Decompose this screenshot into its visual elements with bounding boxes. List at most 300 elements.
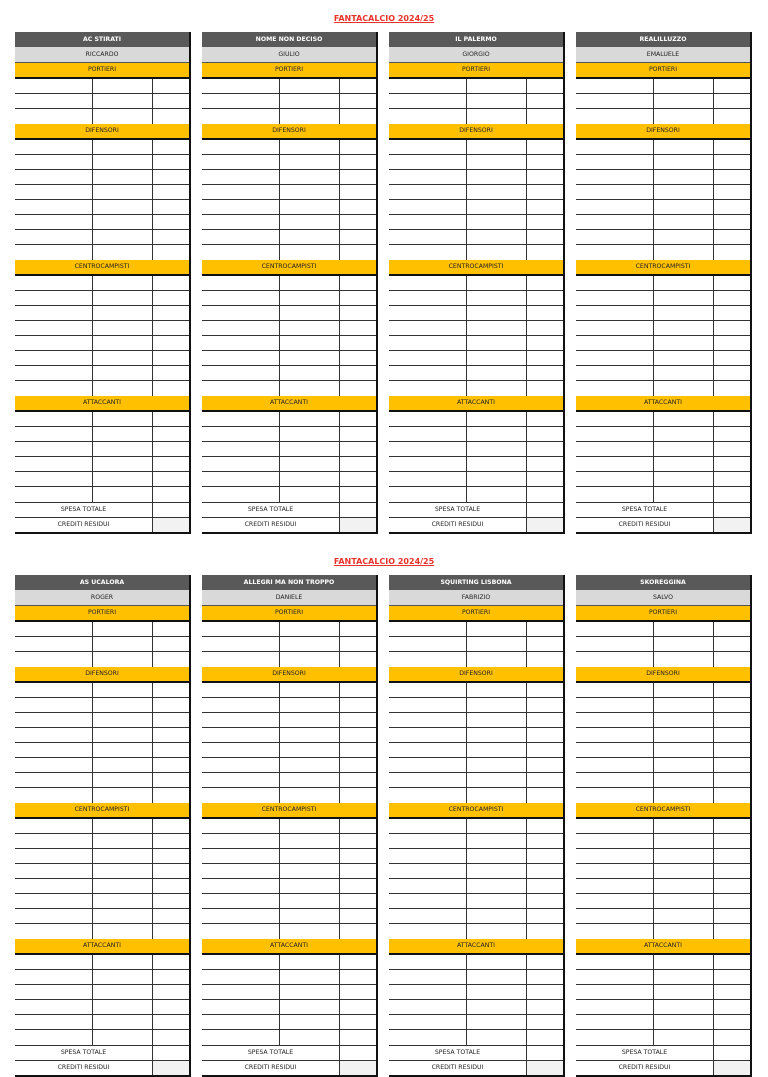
price-cell[interactable] xyxy=(714,109,750,124)
club-cell[interactable] xyxy=(654,306,714,320)
price-cell[interactable] xyxy=(153,185,189,199)
club-cell[interactable] xyxy=(467,170,527,184)
club-cell[interactable] xyxy=(280,245,340,260)
player-name-cell[interactable] xyxy=(576,291,654,305)
club-cell[interactable] xyxy=(654,79,714,93)
player-name-cell[interactable] xyxy=(389,427,467,441)
price-cell[interactable] xyxy=(714,170,750,184)
price-cell[interactable] xyxy=(714,970,750,984)
club-cell[interactable] xyxy=(280,215,340,229)
player-name-cell[interactable] xyxy=(576,834,654,848)
club-cell[interactable] xyxy=(280,683,340,697)
club-cell[interactable] xyxy=(93,321,153,335)
price-cell[interactable] xyxy=(714,894,750,908)
player-name-cell[interactable] xyxy=(576,909,654,923)
price-cell[interactable] xyxy=(527,200,563,214)
player-name-cell[interactable] xyxy=(389,79,467,93)
price-cell[interactable] xyxy=(527,683,563,697)
player-name-cell[interactable] xyxy=(202,909,280,923)
player-name-cell[interactable] xyxy=(389,834,467,848)
price-cell[interactable] xyxy=(153,985,189,999)
player-name-cell[interactable] xyxy=(15,773,93,787)
player-name-cell[interactable] xyxy=(202,336,280,350)
club-cell[interactable] xyxy=(93,1015,153,1029)
price-cell[interactable] xyxy=(153,652,189,667)
price-cell[interactable] xyxy=(340,819,376,833)
player-name-cell[interactable] xyxy=(576,622,654,636)
price-cell[interactable] xyxy=(153,306,189,320)
player-name-cell[interactable] xyxy=(576,864,654,878)
price-cell[interactable] xyxy=(153,381,189,396)
player-name-cell[interactable] xyxy=(576,1000,654,1014)
price-cell[interactable] xyxy=(340,985,376,999)
player-name-cell[interactable] xyxy=(15,864,93,878)
total-spend-value[interactable] xyxy=(153,503,189,517)
price-cell[interactable] xyxy=(153,215,189,229)
club-cell[interactable] xyxy=(654,109,714,124)
player-name-cell[interactable] xyxy=(202,457,280,471)
player-name-cell[interactable] xyxy=(15,109,93,124)
club-cell[interactable] xyxy=(467,637,527,651)
price-cell[interactable] xyxy=(153,351,189,365)
club-cell[interactable] xyxy=(654,698,714,712)
player-name-cell[interactable] xyxy=(576,985,654,999)
player-name-cell[interactable] xyxy=(389,758,467,772)
club-cell[interactable] xyxy=(467,291,527,305)
player-name-cell[interactable] xyxy=(15,94,93,108)
price-cell[interactable] xyxy=(714,713,750,727)
price-cell[interactable] xyxy=(153,1000,189,1014)
price-cell[interactable] xyxy=(527,230,563,244)
club-cell[interactable] xyxy=(654,894,714,908)
price-cell[interactable] xyxy=(340,1030,376,1045)
price-cell[interactable] xyxy=(527,849,563,863)
player-name-cell[interactable] xyxy=(202,955,280,969)
price-cell[interactable] xyxy=(714,758,750,772)
club-cell[interactable] xyxy=(93,758,153,772)
player-name-cell[interactable] xyxy=(202,487,280,502)
club-cell[interactable] xyxy=(654,955,714,969)
price-cell[interactable] xyxy=(527,864,563,878)
price-cell[interactable] xyxy=(714,622,750,636)
player-name-cell[interactable] xyxy=(576,924,654,939)
player-name-cell[interactable] xyxy=(202,170,280,184)
price-cell[interactable] xyxy=(153,472,189,486)
club-cell[interactable] xyxy=(280,185,340,199)
player-name-cell[interactable] xyxy=(15,909,93,923)
total-spend-value[interactable] xyxy=(340,1046,376,1060)
club-cell[interactable] xyxy=(654,1015,714,1029)
price-cell[interactable] xyxy=(153,457,189,471)
club-cell[interactable] xyxy=(280,698,340,712)
club-cell[interactable] xyxy=(280,758,340,772)
player-name-cell[interactable] xyxy=(202,427,280,441)
club-cell[interactable] xyxy=(280,1000,340,1014)
club-cell[interactable] xyxy=(93,788,153,803)
player-name-cell[interactable] xyxy=(576,185,654,199)
player-name-cell[interactable] xyxy=(202,276,280,290)
club-cell[interactable] xyxy=(654,713,714,727)
price-cell[interactable] xyxy=(527,1030,563,1045)
player-name-cell[interactable] xyxy=(389,412,467,426)
player-name-cell[interactable] xyxy=(576,427,654,441)
club-cell[interactable] xyxy=(654,200,714,214)
price-cell[interactable] xyxy=(340,864,376,878)
player-name-cell[interactable] xyxy=(15,879,93,893)
player-name-cell[interactable] xyxy=(202,834,280,848)
price-cell[interactable] xyxy=(153,683,189,697)
price-cell[interactable] xyxy=(714,788,750,803)
club-cell[interactable] xyxy=(654,94,714,108)
price-cell[interactable] xyxy=(153,728,189,742)
club-cell[interactable] xyxy=(93,955,153,969)
price-cell[interactable] xyxy=(714,79,750,93)
player-name-cell[interactable] xyxy=(389,94,467,108)
club-cell[interactable] xyxy=(467,457,527,471)
price-cell[interactable] xyxy=(527,412,563,426)
total-spend-value[interactable] xyxy=(714,503,750,517)
player-name-cell[interactable] xyxy=(202,637,280,651)
price-cell[interactable] xyxy=(340,743,376,757)
club-cell[interactable] xyxy=(280,652,340,667)
club-cell[interactable] xyxy=(467,683,527,697)
club-cell[interactable] xyxy=(280,788,340,803)
club-cell[interactable] xyxy=(654,457,714,471)
club-cell[interactable] xyxy=(280,864,340,878)
price-cell[interactable] xyxy=(714,879,750,893)
player-name-cell[interactable] xyxy=(15,713,93,727)
price-cell[interactable] xyxy=(527,291,563,305)
price-cell[interactable] xyxy=(714,728,750,742)
club-cell[interactable] xyxy=(93,924,153,939)
player-name-cell[interactable] xyxy=(389,864,467,878)
player-name-cell[interactable] xyxy=(15,758,93,772)
player-name-cell[interactable] xyxy=(202,773,280,787)
player-name-cell[interactable] xyxy=(202,94,280,108)
player-name-cell[interactable] xyxy=(389,472,467,486)
club-cell[interactable] xyxy=(467,200,527,214)
player-name-cell[interactable] xyxy=(202,985,280,999)
player-name-cell[interactable] xyxy=(202,894,280,908)
player-name-cell[interactable] xyxy=(576,381,654,396)
player-name-cell[interactable] xyxy=(576,894,654,908)
player-name-cell[interactable] xyxy=(389,1030,467,1045)
price-cell[interactable] xyxy=(153,864,189,878)
price-cell[interactable] xyxy=(527,970,563,984)
player-name-cell[interactable] xyxy=(202,291,280,305)
price-cell[interactable] xyxy=(714,185,750,199)
club-cell[interactable] xyxy=(93,457,153,471)
price-cell[interactable] xyxy=(527,170,563,184)
player-name-cell[interactable] xyxy=(202,366,280,380)
price-cell[interactable] xyxy=(153,200,189,214)
player-name-cell[interactable] xyxy=(202,683,280,697)
price-cell[interactable] xyxy=(340,622,376,636)
price-cell[interactable] xyxy=(153,276,189,290)
club-cell[interactable] xyxy=(467,276,527,290)
price-cell[interactable] xyxy=(527,321,563,335)
player-name-cell[interactable] xyxy=(202,442,280,456)
price-cell[interactable] xyxy=(714,291,750,305)
price-cell[interactable] xyxy=(527,924,563,939)
club-cell[interactable] xyxy=(280,472,340,486)
player-name-cell[interactable] xyxy=(202,351,280,365)
player-name-cell[interactable] xyxy=(389,698,467,712)
club-cell[interactable] xyxy=(280,94,340,108)
club-cell[interactable] xyxy=(93,336,153,350)
player-name-cell[interactable] xyxy=(389,381,467,396)
club-cell[interactable] xyxy=(280,909,340,923)
player-name-cell[interactable] xyxy=(576,336,654,350)
price-cell[interactable] xyxy=(527,155,563,169)
price-cell[interactable] xyxy=(153,155,189,169)
player-name-cell[interactable] xyxy=(15,728,93,742)
club-cell[interactable] xyxy=(93,864,153,878)
player-name-cell[interactable] xyxy=(15,306,93,320)
club-cell[interactable] xyxy=(654,819,714,833)
price-cell[interactable] xyxy=(714,849,750,863)
club-cell[interactable] xyxy=(93,743,153,757)
club-cell[interactable] xyxy=(654,442,714,456)
player-name-cell[interactable] xyxy=(576,170,654,184)
price-cell[interactable] xyxy=(714,743,750,757)
club-cell[interactable] xyxy=(467,758,527,772)
club-cell[interactable] xyxy=(467,728,527,742)
club-cell[interactable] xyxy=(93,245,153,260)
price-cell[interactable] xyxy=(527,472,563,486)
club-cell[interactable] xyxy=(654,970,714,984)
player-name-cell[interactable] xyxy=(576,245,654,260)
player-name-cell[interactable] xyxy=(389,366,467,380)
player-name-cell[interactable] xyxy=(202,1015,280,1029)
player-name-cell[interactable] xyxy=(576,457,654,471)
player-name-cell[interactable] xyxy=(389,683,467,697)
price-cell[interactable] xyxy=(153,713,189,727)
price-cell[interactable] xyxy=(340,366,376,380)
club-cell[interactable] xyxy=(654,472,714,486)
club-cell[interactable] xyxy=(654,1030,714,1045)
club-cell[interactable] xyxy=(280,427,340,441)
price-cell[interactable] xyxy=(714,698,750,712)
player-name-cell[interactable] xyxy=(576,1030,654,1045)
price-cell[interactable] xyxy=(153,909,189,923)
club-cell[interactable] xyxy=(467,94,527,108)
club-cell[interactable] xyxy=(93,79,153,93)
club-cell[interactable] xyxy=(654,622,714,636)
price-cell[interactable] xyxy=(527,109,563,124)
club-cell[interactable] xyxy=(467,351,527,365)
price-cell[interactable] xyxy=(714,366,750,380)
price-cell[interactable] xyxy=(153,94,189,108)
club-cell[interactable] xyxy=(654,276,714,290)
price-cell[interactable] xyxy=(714,381,750,396)
player-name-cell[interactable] xyxy=(389,306,467,320)
player-name-cell[interactable] xyxy=(576,215,654,229)
price-cell[interactable] xyxy=(340,321,376,335)
club-cell[interactable] xyxy=(93,985,153,999)
club-cell[interactable] xyxy=(654,140,714,154)
price-cell[interactable] xyxy=(714,351,750,365)
price-cell[interactable] xyxy=(527,713,563,727)
club-cell[interactable] xyxy=(93,442,153,456)
club-cell[interactable] xyxy=(280,155,340,169)
club-cell[interactable] xyxy=(654,849,714,863)
player-name-cell[interactable] xyxy=(576,79,654,93)
total-spend-value[interactable] xyxy=(527,1046,563,1060)
price-cell[interactable] xyxy=(153,743,189,757)
player-name-cell[interactable] xyxy=(389,457,467,471)
price-cell[interactable] xyxy=(340,306,376,320)
price-cell[interactable] xyxy=(340,140,376,154)
player-name-cell[interactable] xyxy=(202,215,280,229)
club-cell[interactable] xyxy=(654,291,714,305)
player-name-cell[interactable] xyxy=(389,155,467,169)
player-name-cell[interactable] xyxy=(389,215,467,229)
price-cell[interactable] xyxy=(527,215,563,229)
club-cell[interactable] xyxy=(467,412,527,426)
price-cell[interactable] xyxy=(153,79,189,93)
club-cell[interactable] xyxy=(93,652,153,667)
player-name-cell[interactable] xyxy=(389,140,467,154)
price-cell[interactable] xyxy=(153,291,189,305)
player-name-cell[interactable] xyxy=(202,758,280,772)
price-cell[interactable] xyxy=(153,622,189,636)
player-name-cell[interactable] xyxy=(202,79,280,93)
price-cell[interactable] xyxy=(527,637,563,651)
club-cell[interactable] xyxy=(467,245,527,260)
price-cell[interactable] xyxy=(714,155,750,169)
player-name-cell[interactable] xyxy=(202,109,280,124)
price-cell[interactable] xyxy=(340,773,376,787)
price-cell[interactable] xyxy=(340,336,376,350)
price-cell[interactable] xyxy=(153,637,189,651)
player-name-cell[interactable] xyxy=(576,412,654,426)
club-cell[interactable] xyxy=(467,819,527,833)
price-cell[interactable] xyxy=(340,758,376,772)
club-cell[interactable] xyxy=(467,743,527,757)
club-cell[interactable] xyxy=(280,819,340,833)
price-cell[interactable] xyxy=(527,457,563,471)
player-name-cell[interactable] xyxy=(576,366,654,380)
club-cell[interactable] xyxy=(93,306,153,320)
price-cell[interactable] xyxy=(340,276,376,290)
club-cell[interactable] xyxy=(93,894,153,908)
price-cell[interactable] xyxy=(340,170,376,184)
player-name-cell[interactable] xyxy=(576,788,654,803)
club-cell[interactable] xyxy=(467,442,527,456)
price-cell[interactable] xyxy=(340,351,376,365)
club-cell[interactable] xyxy=(280,321,340,335)
price-cell[interactable] xyxy=(153,698,189,712)
club-cell[interactable] xyxy=(93,185,153,199)
price-cell[interactable] xyxy=(153,230,189,244)
player-name-cell[interactable] xyxy=(576,698,654,712)
player-name-cell[interactable] xyxy=(389,924,467,939)
price-cell[interactable] xyxy=(527,140,563,154)
player-name-cell[interactable] xyxy=(576,321,654,335)
player-name-cell[interactable] xyxy=(15,457,93,471)
club-cell[interactable] xyxy=(467,652,527,667)
club-cell[interactable] xyxy=(280,140,340,154)
price-cell[interactable] xyxy=(714,637,750,651)
club-cell[interactable] xyxy=(467,155,527,169)
club-cell[interactable] xyxy=(280,487,340,502)
club-cell[interactable] xyxy=(280,955,340,969)
player-name-cell[interactable] xyxy=(15,743,93,757)
player-name-cell[interactable] xyxy=(389,321,467,335)
club-cell[interactable] xyxy=(280,79,340,93)
player-name-cell[interactable] xyxy=(15,79,93,93)
club-cell[interactable] xyxy=(654,170,714,184)
player-name-cell[interactable] xyxy=(202,728,280,742)
player-name-cell[interactable] xyxy=(389,788,467,803)
club-cell[interactable] xyxy=(654,230,714,244)
club-cell[interactable] xyxy=(93,427,153,441)
player-name-cell[interactable] xyxy=(202,788,280,803)
player-name-cell[interactable] xyxy=(576,879,654,893)
club-cell[interactable] xyxy=(654,909,714,923)
price-cell[interactable] xyxy=(340,442,376,456)
player-name-cell[interactable] xyxy=(389,773,467,787)
player-name-cell[interactable] xyxy=(202,245,280,260)
player-name-cell[interactable] xyxy=(389,336,467,350)
price-cell[interactable] xyxy=(714,200,750,214)
club-cell[interactable] xyxy=(280,291,340,305)
club-cell[interactable] xyxy=(467,1000,527,1014)
club-cell[interactable] xyxy=(467,955,527,969)
player-name-cell[interactable] xyxy=(389,955,467,969)
player-name-cell[interactable] xyxy=(202,819,280,833)
price-cell[interactable] xyxy=(340,291,376,305)
player-name-cell[interactable] xyxy=(202,970,280,984)
player-name-cell[interactable] xyxy=(15,442,93,456)
price-cell[interactable] xyxy=(340,698,376,712)
club-cell[interactable] xyxy=(467,894,527,908)
price-cell[interactable] xyxy=(527,985,563,999)
player-name-cell[interactable] xyxy=(15,170,93,184)
price-cell[interactable] xyxy=(714,834,750,848)
club-cell[interactable] xyxy=(654,381,714,396)
remaining-credits-value[interactable] xyxy=(527,1061,563,1075)
player-name-cell[interactable] xyxy=(15,637,93,651)
club-cell[interactable] xyxy=(280,713,340,727)
player-name-cell[interactable] xyxy=(576,849,654,863)
price-cell[interactable] xyxy=(153,849,189,863)
club-cell[interactable] xyxy=(654,864,714,878)
player-name-cell[interactable] xyxy=(576,683,654,697)
player-name-cell[interactable] xyxy=(389,109,467,124)
player-name-cell[interactable] xyxy=(389,985,467,999)
club-cell[interactable] xyxy=(280,637,340,651)
player-name-cell[interactable] xyxy=(389,351,467,365)
club-cell[interactable] xyxy=(280,834,340,848)
club-cell[interactable] xyxy=(280,849,340,863)
club-cell[interactable] xyxy=(467,109,527,124)
player-name-cell[interactable] xyxy=(202,321,280,335)
club-cell[interactable] xyxy=(93,351,153,365)
player-name-cell[interactable] xyxy=(202,140,280,154)
player-name-cell[interactable] xyxy=(15,427,93,441)
club-cell[interactable] xyxy=(93,728,153,742)
price-cell[interactable] xyxy=(340,683,376,697)
price-cell[interactable] xyxy=(527,381,563,396)
price-cell[interactable] xyxy=(527,819,563,833)
price-cell[interactable] xyxy=(527,442,563,456)
player-name-cell[interactable] xyxy=(202,622,280,636)
club-cell[interactable] xyxy=(280,336,340,350)
club-cell[interactable] xyxy=(280,170,340,184)
player-name-cell[interactable] xyxy=(576,351,654,365)
